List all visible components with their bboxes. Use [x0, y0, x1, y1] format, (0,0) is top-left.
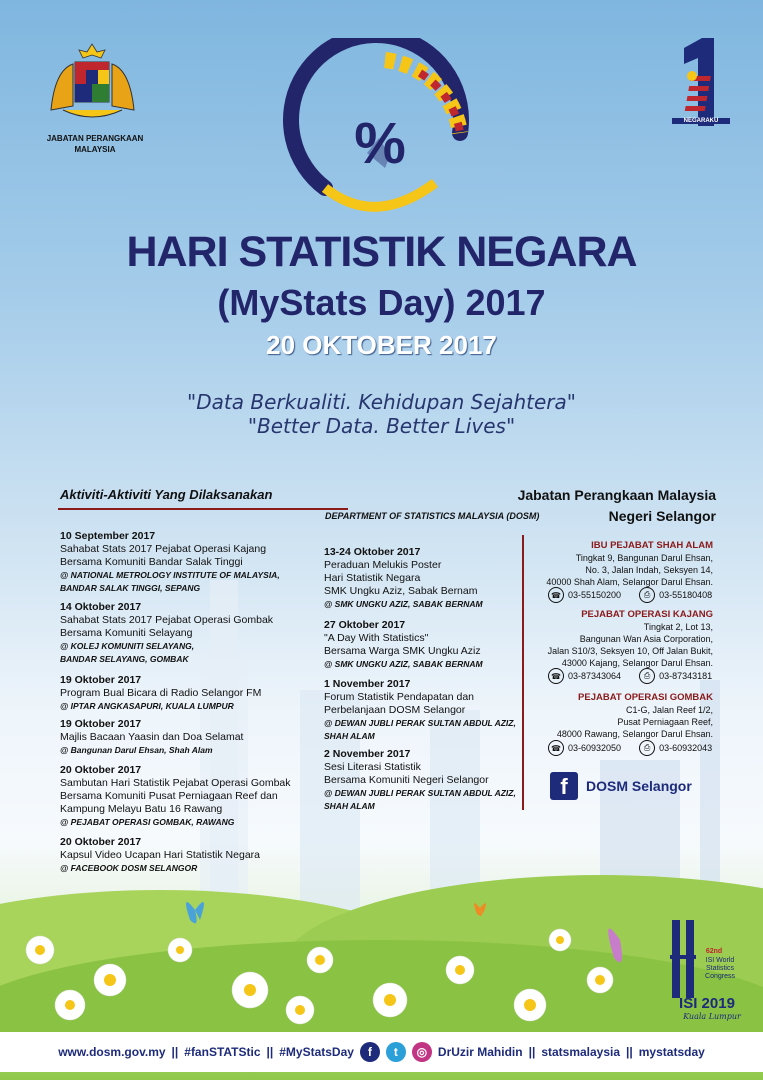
activity-date: 19 Oktober 2017 — [60, 674, 142, 686]
activity-line: Forum Statistik Pendapatan dan — [324, 691, 475, 703]
footer-website-link[interactable]: www.dosm.gov.my — [58, 1045, 166, 1059]
office-kajang — [548, 609, 713, 669]
activity-date: 19 Oktober 2017 — [60, 718, 142, 730]
activity-venue: @ SMK UNGKU AZIZ, SABAK BERNAM — [324, 599, 483, 609]
activity-venue: @ FACEBOOK DOSM SELANGOR — [60, 863, 198, 873]
activities-heading: Aktiviti-Aktiviti Yang Dilaksanakan — [60, 487, 273, 502]
activity-venue: BANDAR SELAYANG, GOMBAK — [60, 654, 189, 664]
office-address-line: Bangunan Wan Asia Corporation, — [579, 634, 713, 644]
activity-line: Kapsul Video Ucapan Hari Statistik Negara — [60, 849, 260, 861]
activity-item — [324, 748, 516, 813]
office-heading: PEJABAT OPERASI KAJANG — [581, 609, 713, 620]
facebook-icon: f — [550, 772, 578, 800]
activity-line: SMK Ungku Aziz, Sabak Bernam — [324, 585, 478, 597]
office-address-line: Jalan S10/3, Seksyen 10, Off Jalan Bukit, — [547, 646, 713, 656]
coat-of-arms-icon — [45, 40, 140, 130]
activity-line: Sahabat Stats 2017 Pejabat Operasi Gombak — [60, 614, 274, 626]
main-title: HARI STATISTIK NEGARA — [126, 228, 637, 276]
activity-line: Perbelanjaan DOSM Selangor — [324, 704, 466, 716]
activity-date: 13-24 Oktober 2017 — [324, 546, 421, 558]
activity-line: Bersama Komuniti Pusat Perniagaan Reef dan — [60, 790, 278, 802]
activity-venue: @ KOLEJ KOMUNITI SELAYANG, — [60, 641, 195, 651]
activity-item — [60, 674, 261, 713]
activity-item — [324, 678, 516, 743]
office-address-line: C1-G, Jalan Reef 1/2, — [625, 705, 713, 715]
office-address-line: Tingkat 2, Lot 13, — [643, 622, 713, 632]
activity-venue: @ SMK UNGKU AZIZ, SABAK BERNAM — [324, 659, 483, 669]
main-subtitle: (MyStats Day) 2017 — [217, 282, 546, 323]
office-heading: PEJABAT OPERASI GOMBAK — [578, 692, 713, 703]
activity-line: Sesi Literasi Statistik — [324, 761, 421, 773]
phone-icon: ☎ — [548, 740, 564, 756]
footer-statsmalaysia[interactable]: statsmalaysia — [541, 1045, 621, 1059]
footer-separator: || — [171, 1045, 179, 1059]
office-phone-row — [548, 668, 712, 684]
office-address-line: 43000 Kajang, Selangor Darul Ehsan. — [561, 658, 713, 668]
one-malaysia-logo-icon — [678, 36, 724, 128]
activity-line: "A Day With Statistics" — [324, 632, 429, 644]
facebook-page-name: DOSM Selangor — [586, 778, 692, 794]
column-divider — [522, 535, 524, 810]
activity-date: 14 Oktober 2017 — [60, 601, 142, 613]
office-address-line: 40000 Shah Alam, Selangor Darul Ehsan. — [546, 577, 713, 587]
fax-icon: ⎙ — [639, 668, 655, 684]
phone-icon: ☎ — [548, 587, 564, 603]
office-heading: IBU PEJABAT SHAH ALAM — [591, 540, 713, 551]
fax-icon: ⎙ — [639, 587, 655, 603]
activity-line: Bersama Komuniti Bandar Salak Tinggi — [60, 556, 243, 568]
activity-venue: SHAH ALAM — [324, 801, 375, 811]
office-tel: 03-60932050 — [568, 743, 622, 753]
office-shah-alam — [546, 540, 713, 588]
dosm-name: Jabatan Perangkaan Malaysia — [517, 487, 716, 503]
isi-world-statistics-congress-logo — [662, 915, 752, 1025]
dosm-state: Negeri Selangor — [608, 508, 716, 524]
activity-line: Peraduan Melukis Poster — [324, 559, 442, 571]
activity-date: 20 Oktober 2017 — [60, 836, 142, 848]
office-phone-row — [548, 587, 712, 603]
office-address-line: No. 3, Jalan Indah, Seksyen 14, — [585, 565, 713, 575]
footer-separator: || — [528, 1045, 536, 1059]
activity-date: 27 Oktober 2017 — [324, 619, 406, 631]
phone-icon: ☎ — [548, 668, 564, 684]
activity-line: Bersama Komuniti Negeri Selangor — [324, 774, 489, 786]
activity-venue: @ Bangunan Darul Ehsan, Shah Alam — [60, 745, 213, 755]
office-address-line: Pusat Perniagaan Reef, — [617, 717, 713, 727]
slogan-english: "Better Data. Better Lives" — [247, 414, 516, 438]
isi-edition: 62nd — [705, 948, 723, 955]
activity-venue: @ IPTAR ANGKASAPURI, KUALA LUMPUR — [60, 701, 234, 711]
svg-text:%: % — [354, 111, 406, 176]
footer-bar — [0, 1032, 763, 1072]
activity-date: 2 November 2017 — [324, 748, 411, 760]
agency-name — [40, 133, 150, 155]
activity-item — [60, 836, 260, 875]
activity-item — [60, 601, 273, 666]
instagram-icon[interactable]: ◎ — [412, 1042, 432, 1062]
activity-line: Sahabat Stats 2017 Pejabat Operasi Kajang — [60, 543, 267, 555]
mystats-percent-logo-icon — [255, 38, 505, 238]
office-fax: 03-60932043 — [659, 743, 713, 753]
twitter-icon[interactable]: t — [386, 1042, 406, 1062]
activity-line: Majlis Bacaan Yaasin dan Doa Selamat — [60, 731, 244, 743]
activity-item — [60, 530, 280, 595]
activity-item — [60, 764, 291, 829]
activity-item — [324, 546, 483, 611]
isi-line3: Statistics — [705, 965, 735, 972]
office-fax: 03-55180408 — [659, 590, 713, 600]
office-phone-row — [548, 740, 712, 756]
activity-line: Kampung Melayu Batu 16 Rawang — [60, 803, 223, 815]
event-date: 20 OKTOBER 2017 — [266, 330, 497, 360]
facebook-icon[interactable]: f — [360, 1042, 380, 1062]
footer-hashtag-fanstatstic[interactable]: #fanSTATStic — [184, 1045, 261, 1059]
footer-hashtag-mystatsday[interactable]: #MyStatsDay — [279, 1045, 354, 1059]
activity-venue: @ DEWAN JUBLI PERAK SULTAN ABDUL AZIZ, — [324, 788, 516, 798]
office-fax: 03-87343181 — [659, 671, 713, 681]
office-address-line: Tingkat 9, Bangunan Darul Ehsan, — [575, 553, 713, 563]
activities-divider — [58, 508, 348, 510]
activity-date: 1 November 2017 — [324, 678, 411, 690]
footer-separator: || — [266, 1045, 274, 1059]
agency-line2: MALAYSIA — [74, 145, 116, 154]
activity-venue: BANDAR SALAK TINGGI, SEPANG — [60, 583, 201, 593]
activity-line: Bersama Komuniti Selayang — [60, 627, 193, 639]
agency-line1: JABATAN PERANGKAAN — [46, 134, 144, 143]
office-address-line: 48000 Rawang, Selangor Darul Ehsan. — [556, 729, 713, 739]
office-gombak — [557, 692, 713, 740]
activity-item — [60, 718, 243, 757]
activity-line: Sambutan Hari Statistik Pejabat Operasi Gombak — [60, 777, 291, 789]
isi-city: Kuala Lumpur — [683, 1012, 741, 1021]
footer-social-handle[interactable]: DrUzir Mahidin — [437, 1045, 523, 1059]
one-malaysia-label: NEGARAKU — [672, 118, 730, 124]
isi-line4: Congress — [705, 973, 735, 980]
activity-venue: @ NATIONAL METROLOGY INSTITUTE OF MALAYSIA, — [60, 570, 280, 580]
flower-decoration — [0, 890, 763, 1030]
dosm-name-english: DEPARTMENT OF STATISTICS MALAYSIA (DOSM) — [325, 511, 540, 521]
activity-date: 20 Oktober 2017 — [60, 764, 142, 776]
footer-mystatsday[interactable]: mystatsday — [638, 1045, 705, 1059]
activity-item — [324, 619, 483, 671]
activity-line: Program Bual Bicara di Radio Selangor FM — [60, 687, 262, 699]
facebook-link[interactable] — [550, 772, 692, 800]
activity-venue: @ PEJABAT OPERASI GOMBAK, RAWANG — [60, 817, 235, 827]
activity-line: Hari Statistik Negara — [324, 572, 421, 584]
activity-venue: SHAH ALAM — [324, 731, 375, 741]
activity-venue: @ DEWAN JUBLI PERAK SULTAN ABDUL AZIZ, — [324, 718, 516, 728]
office-tel: 03-87343064 — [568, 671, 622, 681]
slogan-malay: "Data Berkualiti. Kehidupan Sejahtera" — [187, 390, 576, 414]
activity-date: 10 September 2017 — [60, 530, 156, 542]
fax-icon: ⎙ — [639, 740, 655, 756]
footer-separator: || — [626, 1045, 633, 1059]
isi-mark: ISI 2019 — [679, 995, 735, 1012]
office-tel: 03-55150200 — [568, 590, 622, 600]
activity-line: Bersama Warga SMK Ungku Aziz — [324, 645, 481, 657]
isi-line2: ISI World — [705, 957, 735, 964]
